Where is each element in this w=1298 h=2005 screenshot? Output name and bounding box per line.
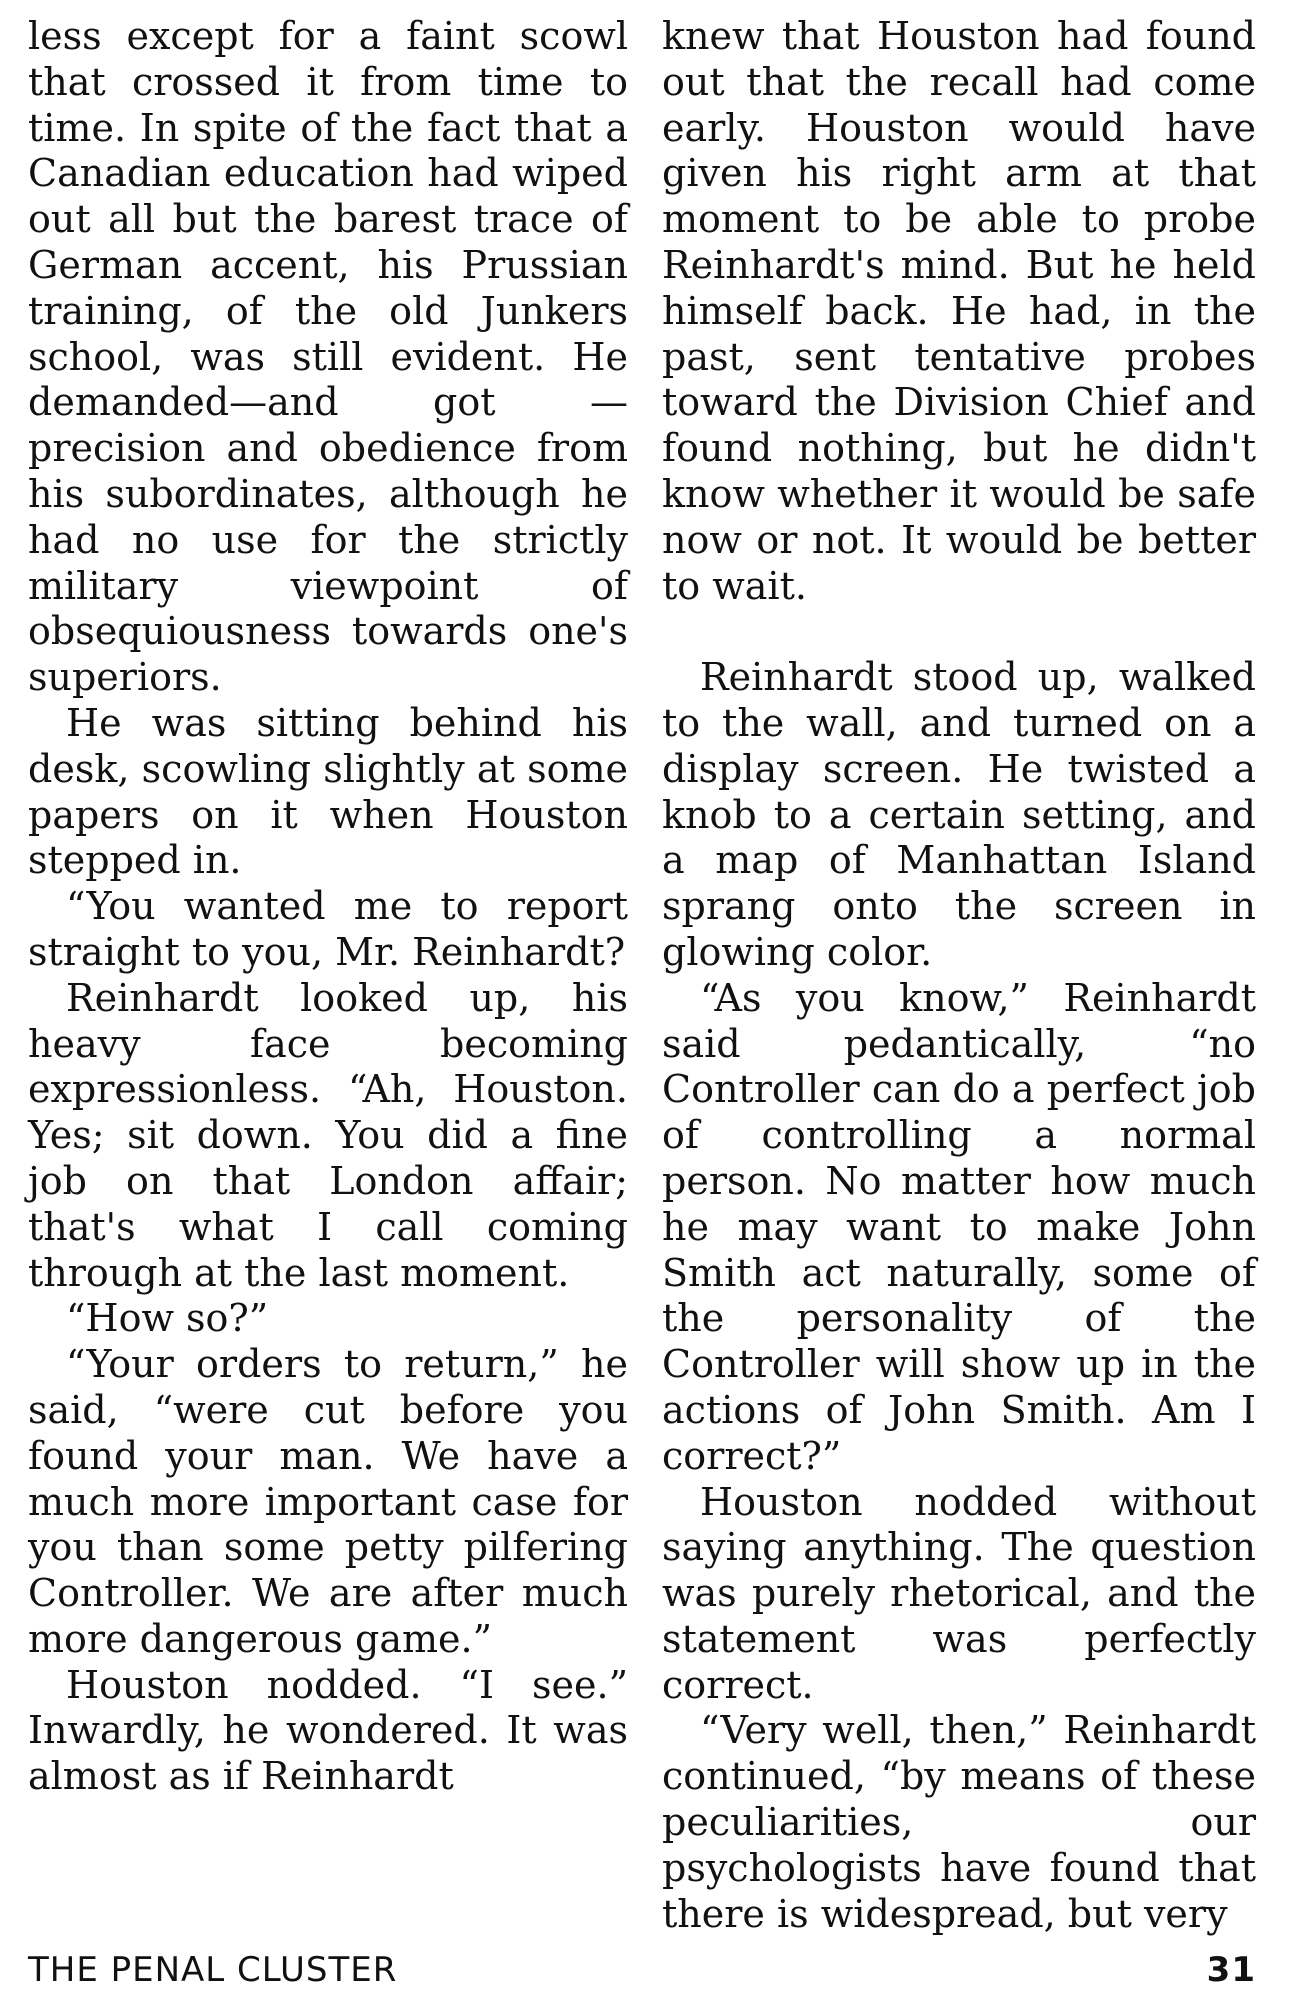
page-number: 31 (1206, 1950, 1256, 1990)
paragraph: knew that Houston had found out that the recall had come early. Houston would have given his right arm at that moment to be able to probe Reinhardt's mind. But he held himself back. He had, in the past, sent tentative probes toward the Division Chief and found nothing, but he didn't know whether it would be safe now or not. It would be better to wait. (662, 14, 1256, 608)
paragraph: Reinhardt looked up, his heavy face becoming expressionless. “Ah, Houston. Yes; sit down. You did a fine job on that London affair; that's what I call coming through at the last moment. (28, 975, 628, 1295)
paragraph: He was sitting behind his desk, scowling slightly at some papers on it when Houston stepped in. (28, 700, 628, 883)
running-title: THE PENAL CLUSTER (28, 1950, 398, 1990)
paragraph: “How so?” (66, 1296, 269, 1341)
paragraph: Houston nodded. “I see.” Inwardly, he wondered. It was almost as if Reinhardt (28, 1662, 628, 1799)
paragraph: “As you know,” Reinhardt said pedantically, “no Controller can do a perfect job of controlling a normal person. No matter how much he may want to make John Smith act naturally, some of the personality of the Controller will show up in the actions of John Smith. Am I correct?” (662, 975, 1256, 1478)
paragraph: Houston nodded without saying anything. The question was purely rhetorical, and the statement was perfectly correct. (662, 1479, 1256, 1707)
right-text-column (662, 14, 1256, 1937)
paragraph: “Your orders to return,” he said, “were cut before you found your man. We have a much more important case for you than some petty pilfering Controller. We are after much more dangerous game.” (28, 1342, 628, 1661)
left-text-column (28, 14, 628, 1800)
paragraph: “You wanted me to report straight to you, Mr. Reinhardt? (28, 884, 628, 974)
paragraph: less except for a faint scowl that crossed it from time to time. In spite of the fact that a Canadian education had wiped out all but the barest trace of German accent, his Prussian training, of the old Junkers school, was still evident. He demanded—and got —precision and obedience from his subordinates, although he had no use for the strictly military viewpoint of obsequiousness towards one's superiors. (28, 14, 628, 700)
paragraph: “Very well, then,” Reinhardt continued, “by means of these peculiarities, our psychologists have found that there is widespread, but very (662, 1708, 1256, 1936)
paragraph: Reinhardt stood up, walked to the wall, and turned on a display screen. He twisted a knob to a certain setting, and a map of Manhattan Island sprang onto the screen in glowing color. (662, 655, 1256, 974)
